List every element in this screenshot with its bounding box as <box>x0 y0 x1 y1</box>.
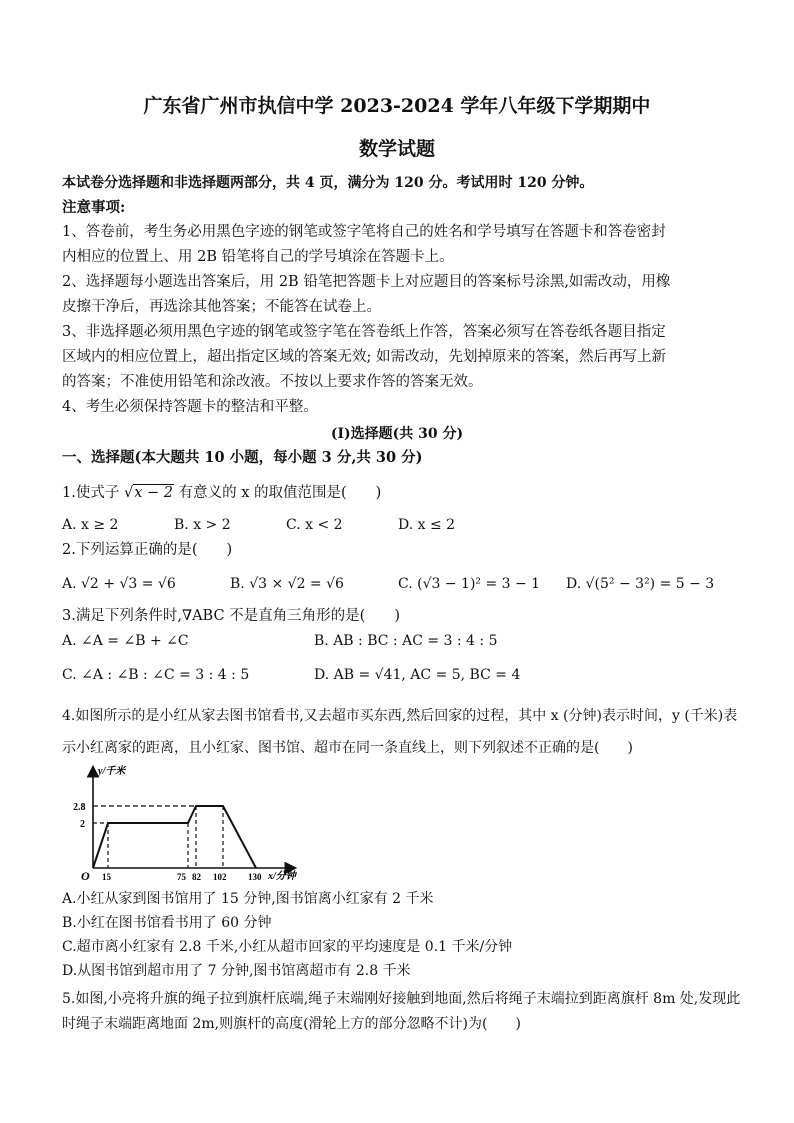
note-line: 3、非选择题必须用黑色字迹的钢笔或签字笔在答卷纸上作答，答案必须写在答卷纸各题目指定 <box>62 324 666 340</box>
y-axis-label: y/千米 <box>98 766 126 777</box>
q1-stem-suffix: 有意义的 x 的取值范围是( ) <box>178 485 382 501</box>
q2-option-c: C. (√3 − 1)² = 3 − 1 <box>398 576 541 592</box>
q2-option-a: A. √2 + √3 = √6 <box>62 576 176 592</box>
question-4-stem-line1: 4.如图所示的是小红从家去图书馆看书,又去超市买东西,然后回家的过程，其中 x (分钟)表示时间，y (千米)表 <box>62 708 738 724</box>
y-tick-label: 2 <box>80 819 85 830</box>
q4-option-c: C.超市离小红家有 2.8 千米,小红从超市回家的平均速度是 0.1 千米/分钟 <box>62 939 513 955</box>
question-5-line2: 时绳子末端距离地面 2m,则旗杆的高度(滑轮上方的部分忽略不计)为( ) <box>62 1016 521 1032</box>
origin-label: O <box>81 869 90 883</box>
q4-option-d: D.从图书馆到超市用了 7 分钟,图书馆离超市有 2.8 千米 <box>62 963 411 979</box>
question-3-stem: 3.满足下列条件时,∇ABC 不是直角三角形的是( ) <box>62 608 400 624</box>
x-tick-label: 15 <box>102 872 111 882</box>
question-2-stem: 2.下列运算正确的是( ) <box>62 542 233 558</box>
note-line: 4、考生必须保持答题卡的整洁和平整。 <box>62 399 318 415</box>
question-4-stem-line2: 示小红离家的距离，且小红家、图书馆、超市在同一条直线上，则下列叙述不正确的是( ) <box>62 740 633 756</box>
radical-sign: √ <box>123 485 134 501</box>
q1-option-a: A. x ≥ 2 <box>62 517 119 533</box>
q1-option-d: D. x ≤ 2 <box>398 517 456 533</box>
q1-option-c: C. x < 2 <box>286 517 343 533</box>
distance-time-graph <box>60 762 310 887</box>
q3-option-b: B. AB : BC : AC = 3 : 4 : 5 <box>314 633 498 649</box>
q3-option-c: C. ∠A : ∠B : ∠C = 3 : 4 : 5 <box>62 667 250 683</box>
note-line: 的答案；不准使用铅笔和涂改液。不按以上要求作答的答案无效。 <box>62 374 483 390</box>
note-line: 内相应的位置上、用 2B 铅笔将自己的学号填涂在答题卡上。 <box>62 249 454 265</box>
q2-option-b: B. √3 × √2 = √6 <box>230 576 344 592</box>
q1-option-b: B. x > 2 <box>174 517 231 533</box>
q3-option-a: A. ∠A = ∠B + ∠C <box>62 633 189 649</box>
section-title: 一、选择题(本大题共 10 小题，每小题 3 分,共 30 分) <box>62 449 423 466</box>
q1-stem-prefix: 1.使式子 <box>62 485 120 501</box>
x-tick-label: 75 <box>177 872 186 882</box>
q1-radicand: x − 2 <box>134 485 173 501</box>
note-line: 区域内的相应位置上，超出指定区域的答案无效; 如需改动，先划掉原来的答案，然后再写上新 <box>62 349 666 365</box>
q2-option-d: D. √(5² − 3²) = 5 − 3 <box>566 576 715 592</box>
question-5-line1: 5.如图,小亮将升旗的绳子拉到旗杆底端,绳子末端刚好接触到地面,然后将绳子末端拉到距离旗杆 8m 处,发现此 <box>62 991 741 1007</box>
x-tick-label: 130 <box>248 872 262 882</box>
q4-option-a: A.小红从家到图书馆用了 15 分钟,图书馆离小红家有 2 千米 <box>62 891 434 907</box>
x-tick-label: 82 <box>192 872 201 882</box>
exam-title: 广东省广州市执信中学 2023-2024 学年八年级下学期期中 <box>143 95 651 117</box>
part-title: (I)选择题(共 30 分) <box>330 426 464 442</box>
q3-option-d: D. AB = √41, AC = 5, BC = 4 <box>314 667 521 683</box>
note-line: 2、选择题每小题选出答案后，用 2B 铅笔把答题卡上对应题目的答案标号涂黑,如需改动，用橡 <box>62 274 671 290</box>
note-line: 皮擦干净后，再选涂其他答案；不能答在试卷上。 <box>62 299 381 315</box>
exam-subtitle: 数学试题 <box>358 138 435 160</box>
q4-option-b: B.小红在图书馆看书用了 60 分钟 <box>62 915 272 931</box>
question-1-stem <box>62 483 381 503</box>
y-tick-label: 2.8 <box>73 802 86 813</box>
journey-line <box>93 806 256 868</box>
note-line: 1、答卷前，考生务必用黑色字迹的钢笔或签字笔将自己的姓名和学号填写在答题卡和答卷密封 <box>62 224 666 240</box>
x-tick-label: 102 <box>213 872 227 882</box>
x-axis-label: x/分钟 <box>268 871 296 882</box>
notes-title: 注意事项: <box>62 199 126 216</box>
exam-intro: 本试卷分选择题和非选择题两部分，共 4 页，满分为 120 分。考试用时 120 分钟。 <box>62 175 594 191</box>
